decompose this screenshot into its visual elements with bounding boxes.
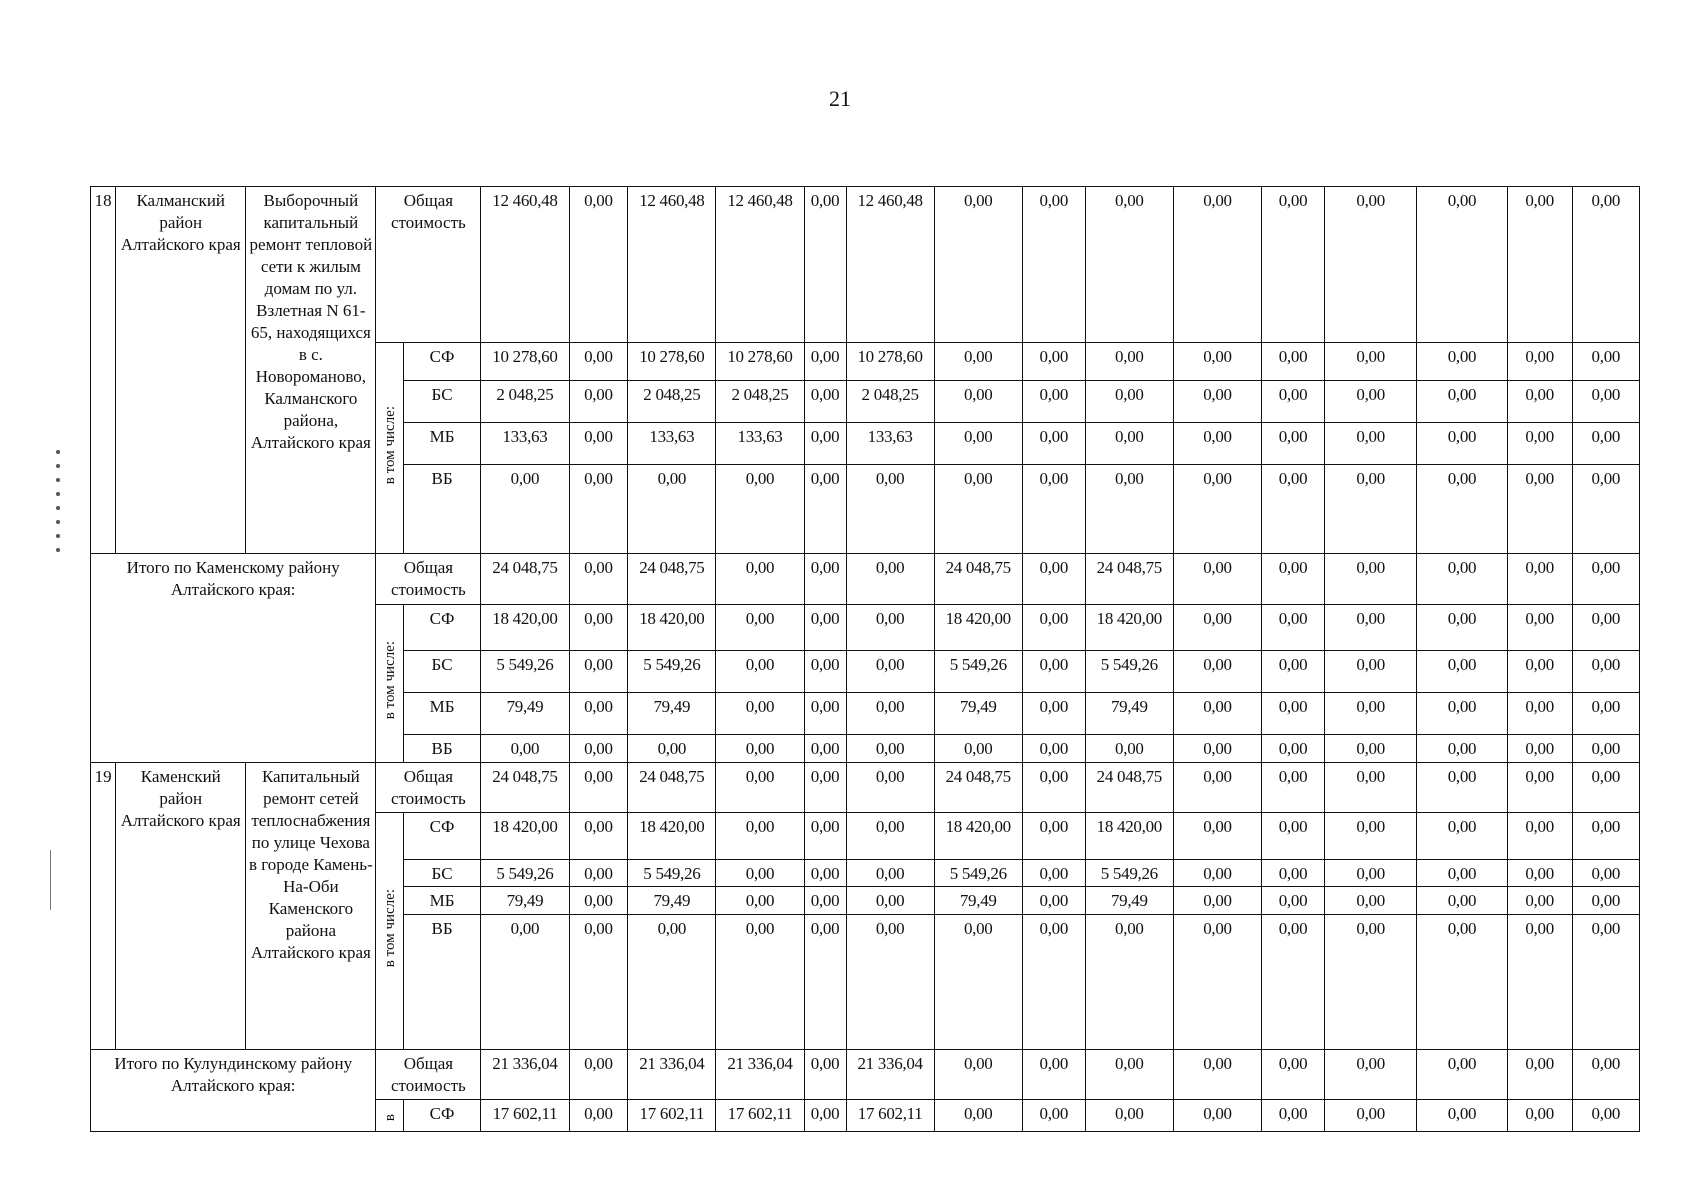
value-cell: 0,00 — [846, 465, 934, 554]
value-cell: 0,00 — [1417, 693, 1507, 735]
value-cell: 0,00 — [1572, 914, 1639, 1049]
value-cell: 0,00 — [569, 1100, 628, 1132]
value-cell: 5 549,26 — [1085, 651, 1173, 693]
value-cell: 0,00 — [569, 651, 628, 693]
value-cell: 0,00 — [716, 693, 804, 735]
value-cell: 0,00 — [1262, 735, 1325, 762]
value-cell: 0,00 — [1325, 465, 1417, 554]
value-cell: 0,00 — [569, 465, 628, 554]
value-cell: 0,00 — [1572, 651, 1639, 693]
value-cell: 0,00 — [804, 735, 846, 762]
value-cell: 133,63 — [846, 423, 934, 465]
value-cell: 0,00 — [846, 604, 934, 650]
row-number: 19 — [91, 762, 116, 1049]
value-cell: 0,00 — [1262, 554, 1325, 605]
value-cell: 0,00 — [934, 423, 1022, 465]
value-cell: 5 549,26 — [934, 859, 1022, 886]
value-cell: 0,00 — [569, 813, 628, 859]
value-cell: 0,00 — [804, 554, 846, 605]
value-cell: 0,00 — [481, 465, 569, 554]
value-cell: 0,00 — [1572, 813, 1639, 859]
value-cell: 0,00 — [1262, 604, 1325, 650]
value-cell: 0,00 — [934, 1100, 1022, 1132]
value-cell: 0,00 — [1022, 735, 1085, 762]
value-cell: 0,00 — [1325, 187, 1417, 343]
value-cell: 0,00 — [1085, 423, 1173, 465]
value-cell: 0,00 — [1417, 887, 1507, 914]
in-total-text: в том числе: — [381, 405, 398, 485]
value-cell: 0,00 — [716, 465, 804, 554]
value-cell: 12 460,48 — [628, 187, 716, 343]
value-cell: 0,00 — [1572, 887, 1639, 914]
value-cell: 0,00 — [1085, 187, 1173, 343]
value-cell: 79,49 — [1085, 693, 1173, 735]
value-cell: 0,00 — [569, 887, 628, 914]
value-cell: 0,00 — [804, 813, 846, 859]
value-cell: 0,00 — [1572, 859, 1639, 886]
value-cell: 10 278,60 — [481, 343, 569, 381]
cost-label-total: Общая стоимость — [376, 762, 481, 813]
value-cell: 0,00 — [846, 735, 934, 762]
value-cell: 79,49 — [481, 887, 569, 914]
value-cell: 18 420,00 — [481, 813, 569, 859]
value-cell: 0,00 — [1173, 887, 1261, 914]
object-name: Капитальный ремонт сетей теплоснабжения по улице Чехова в городе Камень-На-Оби Каменского района Алтайского края — [246, 762, 376, 1049]
value-cell: 18 420,00 — [628, 604, 716, 650]
value-cell: 0,00 — [846, 554, 934, 605]
value-cell: 0,00 — [1572, 423, 1639, 465]
value-cell: 0,00 — [569, 343, 628, 381]
value-cell: 0,00 — [804, 762, 846, 813]
in-total-vertical-label — [376, 343, 403, 554]
value-cell: 0,00 — [716, 813, 804, 859]
value-cell: 133,63 — [716, 423, 804, 465]
value-cell: 0,00 — [1262, 762, 1325, 813]
value-cell: 0,00 — [1173, 554, 1261, 605]
funding-source-label: ВБ — [403, 735, 481, 762]
in-total-text: в том числе: — [381, 889, 398, 968]
value-cell: 0,00 — [1325, 693, 1417, 735]
value-cell: 0,00 — [1417, 1100, 1507, 1132]
value-cell: 0,00 — [569, 381, 628, 423]
value-cell: 0,00 — [569, 762, 628, 813]
value-cell: 0,00 — [804, 1049, 846, 1100]
value-cell: 2 048,25 — [716, 381, 804, 423]
value-cell: 0,00 — [1507, 859, 1572, 886]
in-total-text: в — [381, 1113, 398, 1121]
value-cell: 0,00 — [1507, 423, 1572, 465]
value-cell: 0,00 — [1325, 813, 1417, 859]
value-cell: 0,00 — [1173, 381, 1261, 423]
value-cell: 79,49 — [628, 887, 716, 914]
value-cell: 0,00 — [1507, 651, 1572, 693]
in-total-vertical-label — [376, 604, 403, 762]
value-cell: 0,00 — [934, 735, 1022, 762]
value-cell: 18 420,00 — [934, 813, 1022, 859]
value-cell: 0,00 — [1022, 465, 1085, 554]
value-cell: 0,00 — [1262, 343, 1325, 381]
value-cell: 18 420,00 — [934, 604, 1022, 650]
value-cell: 0,00 — [1417, 813, 1507, 859]
value-cell: 0,00 — [846, 914, 934, 1049]
total-title: Итого по Каменскому району Алтайского края: — [91, 554, 376, 763]
value-cell: 0,00 — [804, 859, 846, 886]
value-cell: 0,00 — [716, 859, 804, 886]
funding-source-label: ВБ — [403, 465, 481, 554]
value-cell: 0,00 — [846, 693, 934, 735]
table-row — [91, 762, 1640, 813]
value-cell: 0,00 — [1085, 1049, 1173, 1100]
value-cell: 5 549,26 — [628, 859, 716, 886]
value-cell: 0,00 — [1262, 887, 1325, 914]
value-cell: 0,00 — [1417, 187, 1507, 343]
value-cell: 0,00 — [1507, 914, 1572, 1049]
value-cell: 0,00 — [1022, 1049, 1085, 1100]
value-cell: 0,00 — [934, 187, 1022, 343]
value-cell: 21 336,04 — [716, 1049, 804, 1100]
value-cell: 0,00 — [1417, 914, 1507, 1049]
value-cell: 0,00 — [1325, 735, 1417, 762]
value-cell: 0,00 — [1173, 343, 1261, 381]
value-cell: 0,00 — [1022, 693, 1085, 735]
value-cell: 79,49 — [934, 693, 1022, 735]
value-cell: 5 549,26 — [481, 651, 569, 693]
value-cell: 0,00 — [1325, 914, 1417, 1049]
value-cell: 0,00 — [1417, 651, 1507, 693]
value-cell: 0,00 — [716, 554, 804, 605]
value-cell: 24 048,75 — [934, 554, 1022, 605]
value-cell: 2 048,25 — [846, 381, 934, 423]
value-cell: 0,00 — [804, 604, 846, 650]
financing-table-container — [90, 186, 1640, 1132]
value-cell: 0,00 — [1173, 914, 1261, 1049]
value-cell: 0,00 — [1262, 423, 1325, 465]
value-cell: 0,00 — [1173, 813, 1261, 859]
value-cell: 0,00 — [934, 343, 1022, 381]
funding-source-label: СФ — [403, 604, 481, 650]
object-name: Выборочный капитальный ремонт тепловой сети к жилым домам по ул. Взлетная N 61-65, находящихся в с. Новороманово, Калманского района, Алтайского края — [246, 187, 376, 554]
value-cell: 5 549,26 — [628, 651, 716, 693]
value-cell: 10 278,60 — [846, 343, 934, 381]
value-cell: 0,00 — [1262, 813, 1325, 859]
value-cell: 0,00 — [628, 735, 716, 762]
value-cell: 0,00 — [1262, 693, 1325, 735]
value-cell: 0,00 — [628, 465, 716, 554]
value-cell: 0,00 — [1325, 651, 1417, 693]
funding-source-label: МБ — [403, 887, 481, 914]
value-cell: 12 460,48 — [716, 187, 804, 343]
value-cell: 17 602,11 — [628, 1100, 716, 1132]
value-cell: 0,00 — [1173, 1049, 1261, 1100]
value-cell: 24 048,75 — [628, 554, 716, 605]
value-cell: 0,00 — [1417, 735, 1507, 762]
value-cell: 0,00 — [481, 735, 569, 762]
value-cell: 10 278,60 — [628, 343, 716, 381]
financing-table — [90, 186, 1640, 1132]
cost-label-total: Общая стоимость — [376, 1049, 481, 1100]
value-cell: 0,00 — [569, 423, 628, 465]
funding-source-label: СФ — [403, 813, 481, 859]
value-cell: 0,00 — [846, 651, 934, 693]
margin-scan-line — [50, 850, 61, 910]
value-cell: 21 336,04 — [628, 1049, 716, 1100]
table-row — [91, 1049, 1640, 1100]
value-cell: 0,00 — [1325, 343, 1417, 381]
value-cell: 0,00 — [1572, 343, 1639, 381]
value-cell: 0,00 — [716, 651, 804, 693]
value-cell: 0,00 — [1173, 423, 1261, 465]
value-cell: 0,00 — [804, 423, 846, 465]
value-cell: 0,00 — [804, 343, 846, 381]
value-cell: 0,00 — [1417, 465, 1507, 554]
value-cell: 0,00 — [569, 554, 628, 605]
value-cell: 0,00 — [1507, 604, 1572, 650]
value-cell: 0,00 — [934, 914, 1022, 1049]
value-cell: 0,00 — [1325, 762, 1417, 813]
value-cell: 0,00 — [1173, 859, 1261, 886]
value-cell: 0,00 — [1262, 1049, 1325, 1100]
funding-source-label: МБ — [403, 423, 481, 465]
value-cell: 24 048,75 — [1085, 762, 1173, 813]
value-cell: 0,00 — [569, 693, 628, 735]
in-total-vertical-label — [376, 1100, 403, 1132]
value-cell: 0,00 — [1507, 381, 1572, 423]
value-cell: 0,00 — [934, 381, 1022, 423]
value-cell: 0,00 — [1325, 554, 1417, 605]
value-cell: 0,00 — [1173, 604, 1261, 650]
cost-label-total: Общая стоимость — [376, 187, 481, 343]
value-cell: 17 602,11 — [846, 1100, 934, 1132]
value-cell: 0,00 — [1572, 1049, 1639, 1100]
value-cell: 0,00 — [1507, 887, 1572, 914]
value-cell: 0,00 — [1022, 187, 1085, 343]
value-cell: 24 048,75 — [934, 762, 1022, 813]
value-cell: 0,00 — [1572, 1100, 1639, 1132]
margin-scan-marks — [52, 440, 66, 640]
value-cell: 0,00 — [1022, 887, 1085, 914]
value-cell: 0,00 — [1325, 859, 1417, 886]
value-cell: 0,00 — [1417, 859, 1507, 886]
region-name: Каменский район Алтайского края — [116, 762, 246, 1049]
in-total-vertical-label — [376, 813, 403, 1049]
value-cell: 0,00 — [1173, 465, 1261, 554]
funding-source-label: БС — [403, 859, 481, 886]
value-cell: 0,00 — [1507, 554, 1572, 605]
value-cell: 0,00 — [1417, 381, 1507, 423]
value-cell: 0,00 — [1262, 465, 1325, 554]
value-cell: 5 549,26 — [934, 651, 1022, 693]
value-cell: 0,00 — [1085, 343, 1173, 381]
table-row — [91, 187, 1640, 343]
value-cell: 17 602,11 — [481, 1100, 569, 1132]
value-cell: 0,00 — [1085, 914, 1173, 1049]
value-cell: 0,00 — [716, 604, 804, 650]
value-cell: 0,00 — [716, 762, 804, 813]
value-cell: 0,00 — [1325, 887, 1417, 914]
value-cell: 0,00 — [804, 887, 846, 914]
value-cell: 0,00 — [1572, 187, 1639, 343]
value-cell: 0,00 — [1572, 381, 1639, 423]
value-cell: 0,00 — [1572, 735, 1639, 762]
value-cell: 12 460,48 — [846, 187, 934, 343]
value-cell: 0,00 — [1022, 651, 1085, 693]
value-cell: 0,00 — [1022, 813, 1085, 859]
value-cell: 0,00 — [804, 465, 846, 554]
value-cell: 0,00 — [1325, 423, 1417, 465]
value-cell: 24 048,75 — [481, 554, 569, 605]
value-cell: 0,00 — [1572, 693, 1639, 735]
value-cell: 0,00 — [716, 735, 804, 762]
value-cell: 0,00 — [1507, 762, 1572, 813]
value-cell: 0,00 — [1022, 859, 1085, 886]
value-cell: 21 336,04 — [846, 1049, 934, 1100]
value-cell: 0,00 — [1173, 651, 1261, 693]
value-cell: 0,00 — [804, 381, 846, 423]
value-cell: 0,00 — [846, 887, 934, 914]
value-cell: 0,00 — [1507, 343, 1572, 381]
value-cell: 17 602,11 — [716, 1100, 804, 1132]
in-total-text: в том числе: — [381, 641, 398, 720]
value-cell: 0,00 — [934, 1049, 1022, 1100]
value-cell: 0,00 — [1173, 1100, 1261, 1132]
value-cell: 0,00 — [1022, 423, 1085, 465]
value-cell: 0,00 — [1417, 1049, 1507, 1100]
value-cell: 0,00 — [1173, 693, 1261, 735]
value-cell: 0,00 — [1507, 813, 1572, 859]
total-title: Итого по Кулундинскому району Алтайского края: — [91, 1049, 376, 1131]
value-cell: 0,00 — [1572, 604, 1639, 650]
region-name: Калманский район Алтайского края — [116, 187, 246, 554]
value-cell: 0,00 — [1262, 1100, 1325, 1132]
value-cell: 0,00 — [1262, 914, 1325, 1049]
value-cell: 0,00 — [1417, 604, 1507, 650]
value-cell: 0,00 — [1325, 1100, 1417, 1132]
value-cell: 0,00 — [569, 859, 628, 886]
funding-source-label: БС — [403, 381, 481, 423]
value-cell: 0,00 — [569, 1049, 628, 1100]
value-cell: 0,00 — [1325, 381, 1417, 423]
value-cell: 0,00 — [1022, 762, 1085, 813]
value-cell: 79,49 — [934, 887, 1022, 914]
value-cell: 0,00 — [1417, 554, 1507, 605]
value-cell: 5 549,26 — [481, 859, 569, 886]
value-cell: 0,00 — [1085, 465, 1173, 554]
value-cell: 0,00 — [1085, 735, 1173, 762]
value-cell: 0,00 — [1507, 693, 1572, 735]
value-cell: 0,00 — [1022, 381, 1085, 423]
value-cell: 0,00 — [804, 693, 846, 735]
value-cell: 0,00 — [1173, 735, 1261, 762]
value-cell: 79,49 — [481, 693, 569, 735]
funding-source-label: МБ — [403, 693, 481, 735]
table-row — [91, 554, 1640, 605]
value-cell: 0,00 — [1507, 187, 1572, 343]
value-cell: 79,49 — [628, 693, 716, 735]
row-number: 18 — [91, 187, 116, 554]
value-cell: 21 336,04 — [481, 1049, 569, 1100]
value-cell: 0,00 — [1022, 604, 1085, 650]
value-cell: 0,00 — [846, 762, 934, 813]
value-cell: 0,00 — [569, 735, 628, 762]
value-cell: 0,00 — [1325, 1049, 1417, 1100]
value-cell: 0,00 — [1507, 465, 1572, 554]
value-cell: 0,00 — [804, 187, 846, 343]
value-cell: 0,00 — [1417, 762, 1507, 813]
value-cell: 0,00 — [1022, 914, 1085, 1049]
value-cell: 0,00 — [716, 887, 804, 914]
funding-source-label: БС — [403, 651, 481, 693]
value-cell: 0,00 — [804, 1100, 846, 1132]
value-cell: 0,00 — [716, 914, 804, 1049]
value-cell: 0,00 — [1173, 187, 1261, 343]
value-cell: 0,00 — [1022, 343, 1085, 381]
funding-source-label: СФ — [403, 343, 481, 381]
value-cell: 2 048,25 — [481, 381, 569, 423]
value-cell: 0,00 — [934, 465, 1022, 554]
value-cell: 0,00 — [1417, 423, 1507, 465]
value-cell: 0,00 — [804, 914, 846, 1049]
value-cell: 0,00 — [1262, 651, 1325, 693]
value-cell: 24 048,75 — [481, 762, 569, 813]
value-cell: 0,00 — [1085, 381, 1173, 423]
value-cell: 18 420,00 — [1085, 813, 1173, 859]
value-cell: 0,00 — [846, 859, 934, 886]
value-cell: 0,00 — [1085, 1100, 1173, 1132]
value-cell: 12 460,48 — [481, 187, 569, 343]
value-cell: 18 420,00 — [628, 813, 716, 859]
value-cell: 0,00 — [1325, 604, 1417, 650]
value-cell: 0,00 — [1572, 762, 1639, 813]
value-cell: 24 048,75 — [628, 762, 716, 813]
value-cell: 0,00 — [1262, 381, 1325, 423]
value-cell: 5 549,26 — [1085, 859, 1173, 886]
value-cell: 133,63 — [628, 423, 716, 465]
value-cell: 0,00 — [1022, 1100, 1085, 1132]
value-cell: 0,00 — [569, 604, 628, 650]
value-cell: 0,00 — [1417, 343, 1507, 381]
value-cell: 0,00 — [1262, 859, 1325, 886]
value-cell: 0,00 — [1572, 465, 1639, 554]
value-cell: 0,00 — [1507, 1100, 1572, 1132]
value-cell: 18 420,00 — [481, 604, 569, 650]
value-cell: 10 278,60 — [716, 343, 804, 381]
value-cell: 2 048,25 — [628, 381, 716, 423]
value-cell: 0,00 — [1262, 187, 1325, 343]
value-cell: 0,00 — [1022, 554, 1085, 605]
value-cell: 0,00 — [569, 914, 628, 1049]
value-cell: 0,00 — [846, 813, 934, 859]
cost-label-total: Общая стоимость — [376, 554, 481, 605]
value-cell: 0,00 — [804, 651, 846, 693]
value-cell: 18 420,00 — [1085, 604, 1173, 650]
value-cell: 133,63 — [481, 423, 569, 465]
funding-source-label: СФ — [403, 1100, 481, 1132]
funding-source-label: ВБ — [403, 914, 481, 1049]
value-cell: 24 048,75 — [1085, 554, 1173, 605]
value-cell: 0,00 — [628, 914, 716, 1049]
page-number: 21 — [829, 86, 851, 111]
value-cell: 79,49 — [1085, 887, 1173, 914]
value-cell: 0,00 — [1572, 554, 1639, 605]
value-cell: 0,00 — [1507, 1049, 1572, 1100]
value-cell: 0,00 — [481, 914, 569, 1049]
value-cell: 0,00 — [569, 187, 628, 343]
value-cell: 0,00 — [1507, 735, 1572, 762]
value-cell: 0,00 — [1173, 762, 1261, 813]
